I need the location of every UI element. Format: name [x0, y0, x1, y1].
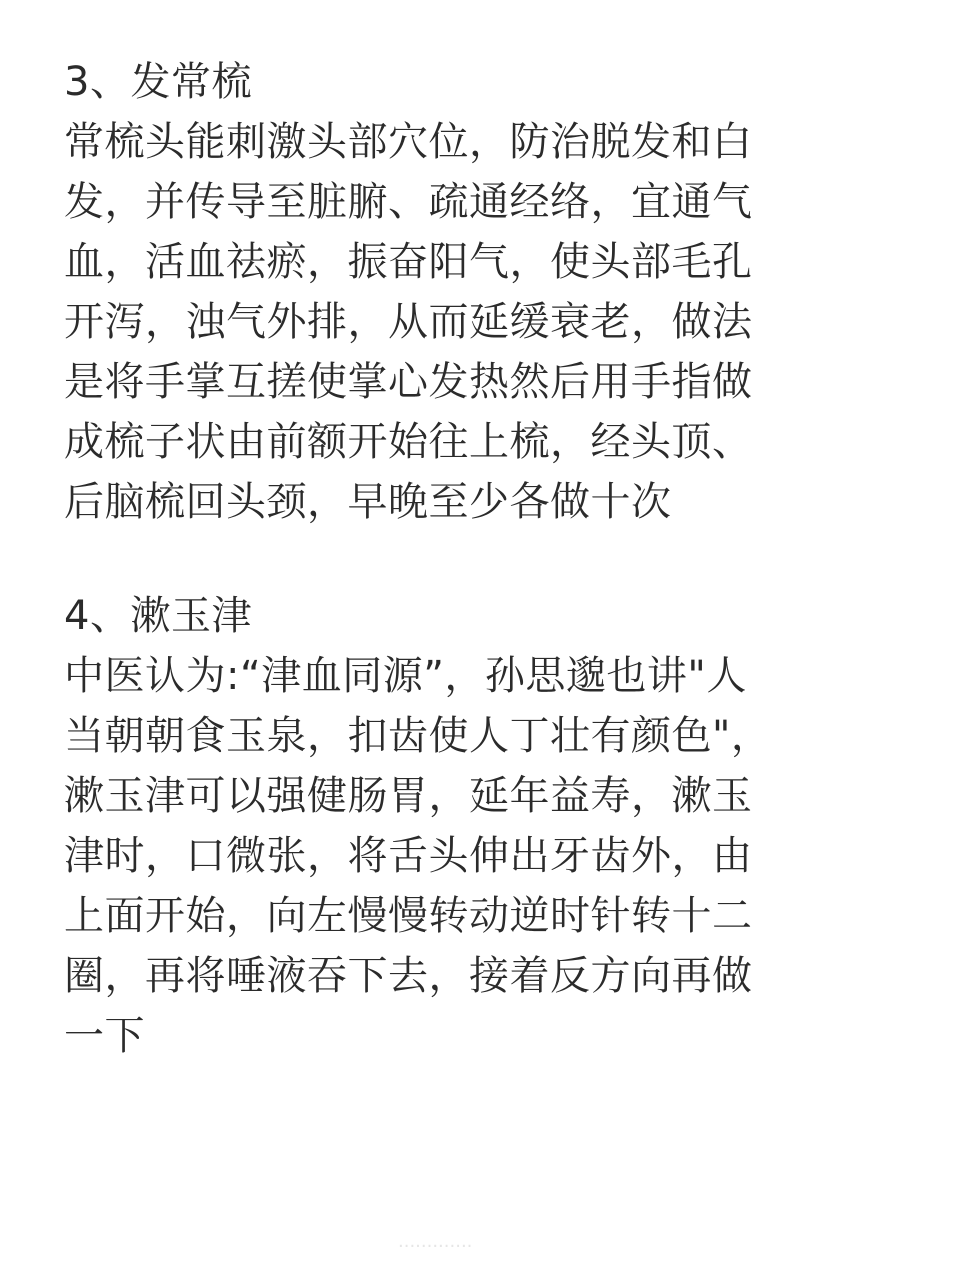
paragraph-line: 发，并传导至脏腑、疏通经络，宜通气: [64, 179, 753, 225]
paragraph-line: 开泻，浊气外排，从而延缓衰老，做法: [64, 299, 753, 345]
article-body: [64, 52, 884, 1066]
section-heading: 3、发常梳: [64, 59, 252, 105]
paragraph-line: 圈，再将唾液吞下去，接着反方向再做: [64, 953, 753, 999]
paragraph-line: 一下: [64, 1013, 145, 1059]
paragraph-line: 是将手掌互搓使掌心发热然后用手指做: [64, 359, 753, 405]
paragraph-line: 上面开始，向左慢慢转动逆时针转十二: [64, 893, 753, 939]
paragraph-line: 后脑梳回头颈，早晚至少各做十次: [64, 479, 672, 525]
paragraph-line: 津时，口微张，将舌头伸出牙齿外，由: [64, 833, 753, 879]
section-hair-combing: [64, 52, 884, 532]
section-saliva-rinse: [64, 586, 884, 1066]
paragraph-line: 中医认为:“津血同源”，孙思邈也讲"人: [64, 653, 747, 699]
paragraph-line: 血，活血祛瘀，振奋阳气，使头部毛孔: [64, 239, 753, 285]
paragraph-line: 成梳子状由前额开始往上梳，经头顶、: [64, 419, 753, 465]
watermark: ·············: [398, 1236, 473, 1257]
section-heading: 4、漱玉津: [64, 593, 252, 639]
paragraph-line: 当朝朝食玉泉，扣齿使人丁壮有颜色"，: [64, 713, 772, 759]
paragraph-line: 常梳头能刺激头部穴位，防治脱发和白: [64, 119, 753, 165]
paragraph-line: 漱玉津可以强健肠胃，延年益寿，漱玉: [64, 773, 753, 819]
